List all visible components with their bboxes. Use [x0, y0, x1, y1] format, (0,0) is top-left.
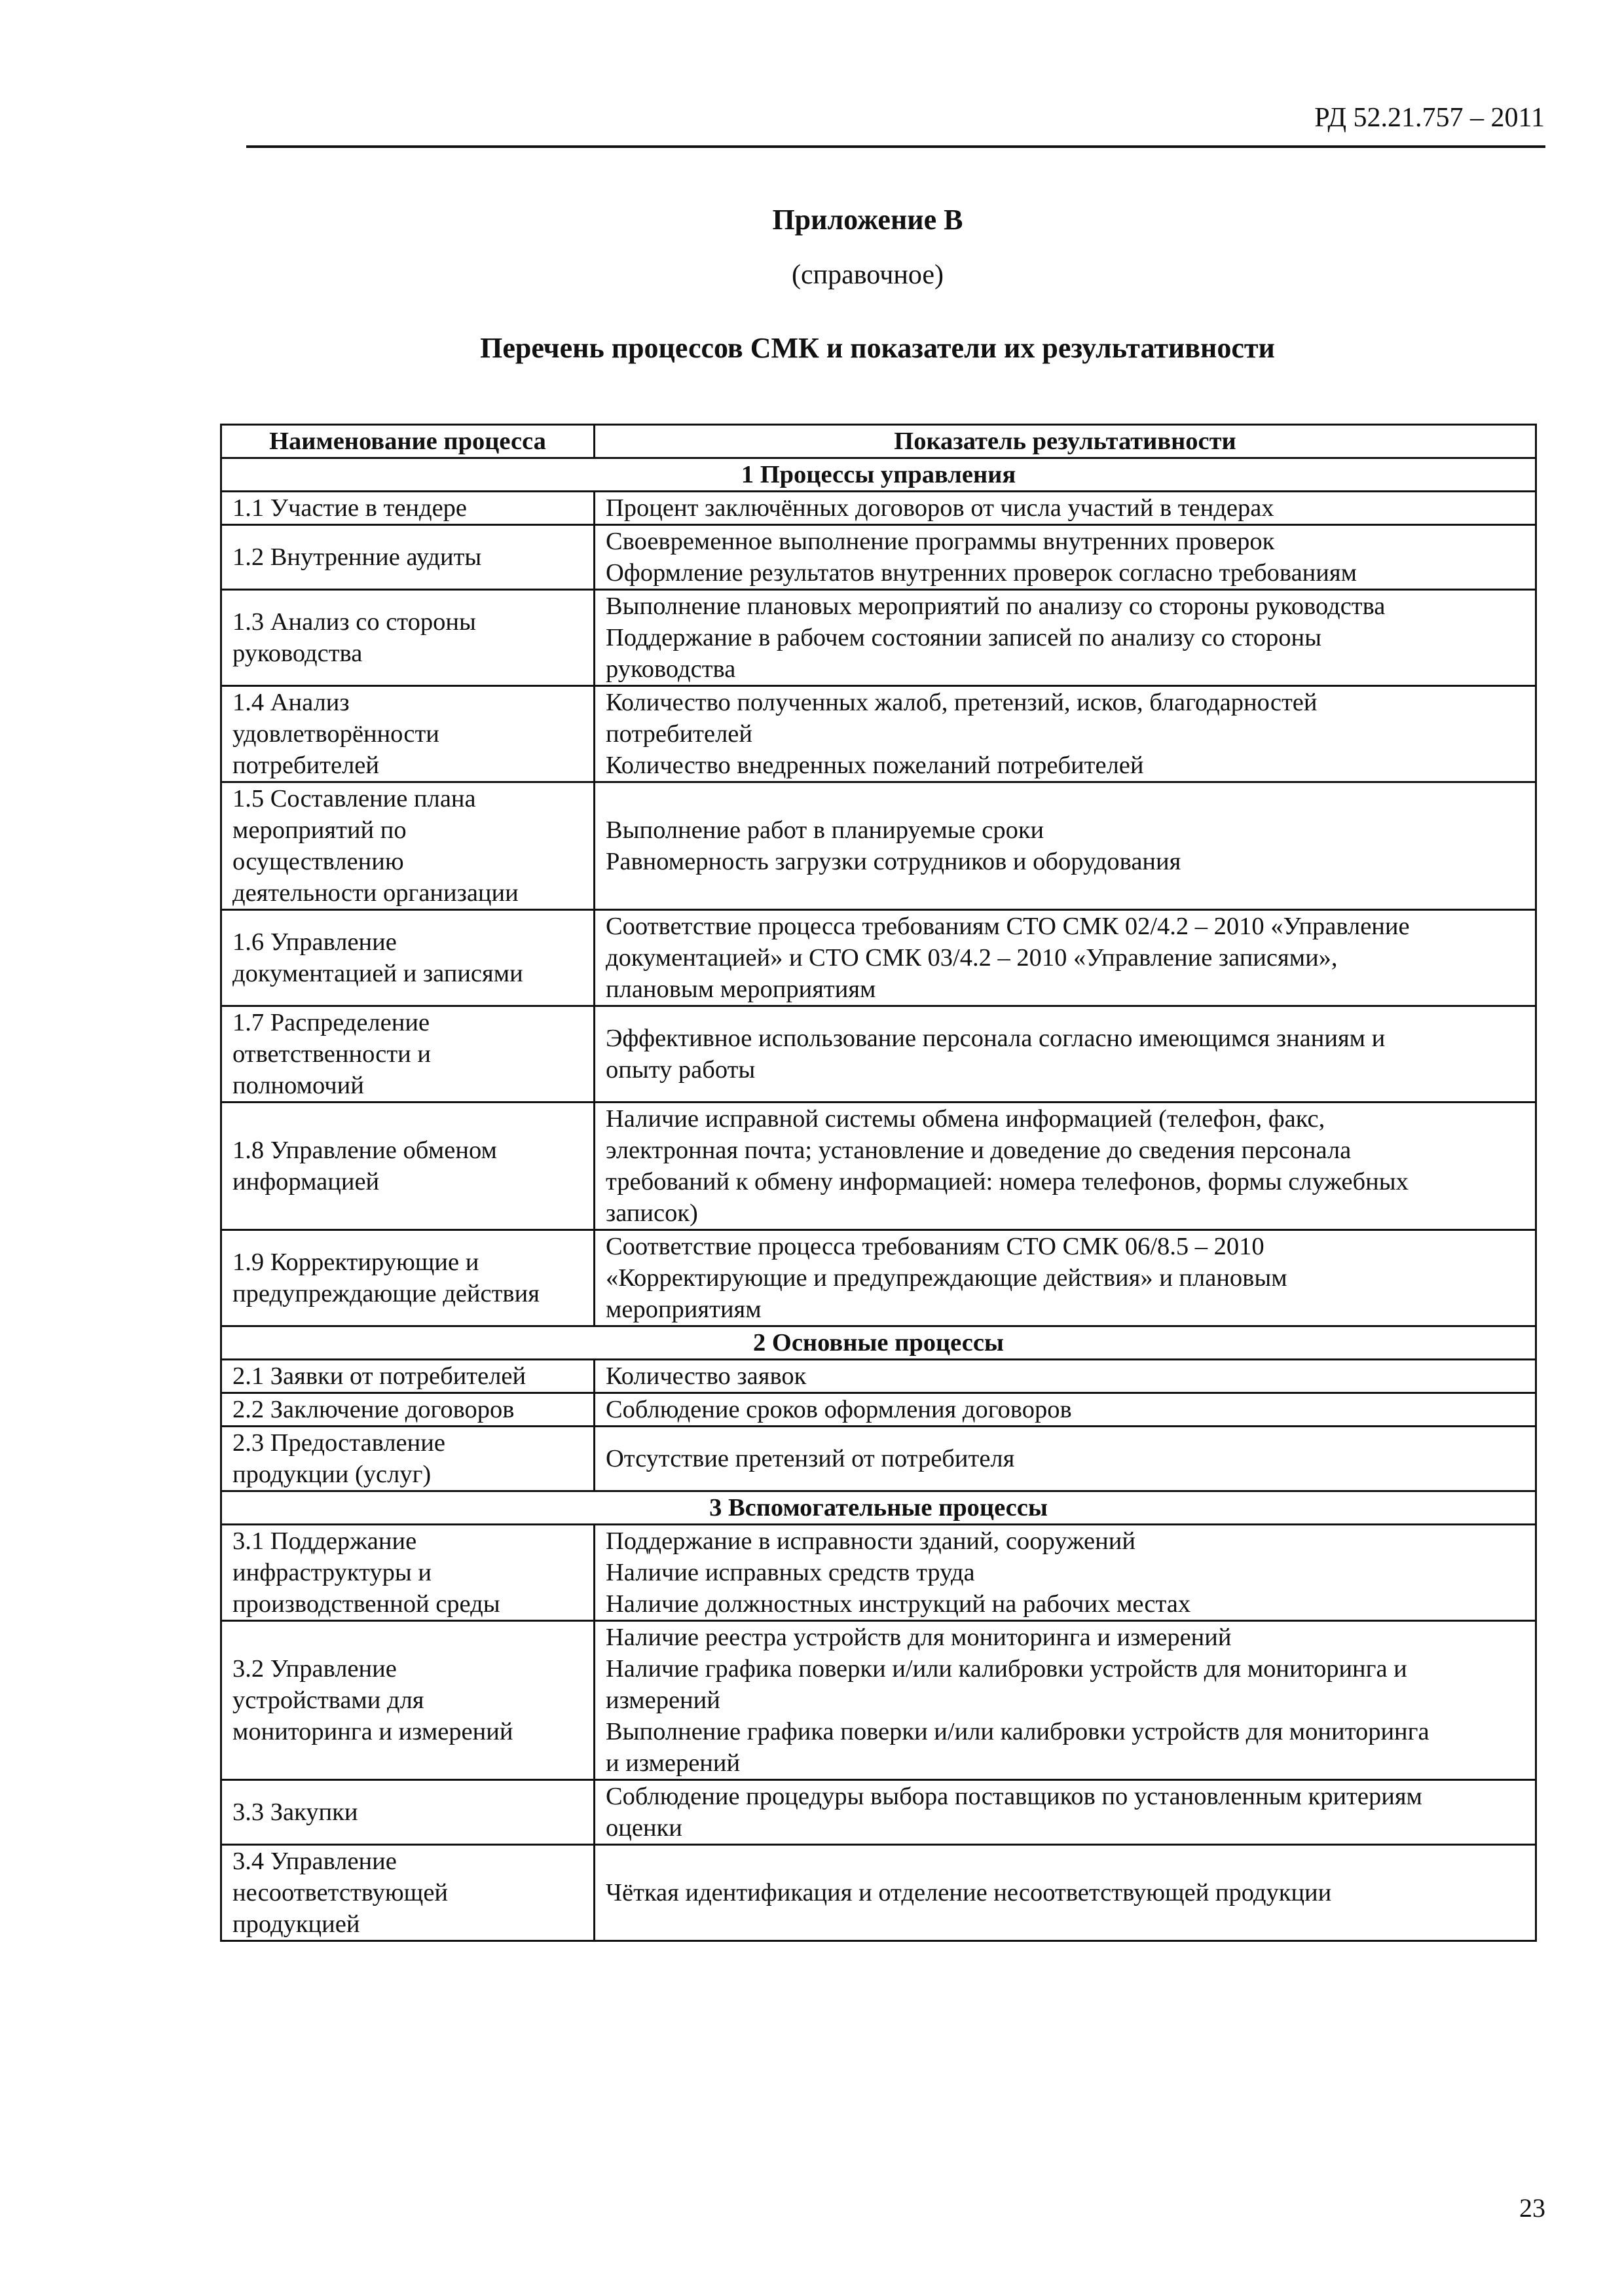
table-row — [221, 1006, 1536, 1102]
process-name-line: 3.3 Закупки — [232, 1798, 358, 1826]
process-name-cell — [221, 525, 595, 590]
process-name-line: мероприятий по — [232, 816, 407, 844]
process-name-cell — [221, 1360, 595, 1393]
table-header-row — [221, 425, 1536, 458]
indicator-cell — [595, 1621, 1536, 1780]
indicator-cell — [595, 1393, 1536, 1427]
process-name-line: документацией и записями — [232, 960, 523, 987]
process-name-cell — [221, 1102, 595, 1230]
process-name-line: 2.2 Заключение договоров — [232, 1396, 515, 1423]
indicator-line: Количество полученных жалоб, претензий, исков, благодарностей — [606, 689, 1318, 716]
section-row — [221, 1326, 1536, 1360]
indicator-line: Количество внедренных пожеланий потребителей — [606, 752, 1144, 779]
indicator-line: Отсутствие претензий от потребителя — [606, 1445, 1015, 1472]
indicator-cell — [595, 1525, 1536, 1621]
table-row — [221, 492, 1536, 525]
indicator-line: руководства — [606, 655, 736, 683]
process-name-line: 2.1 Заявки от потребителей — [232, 1362, 526, 1390]
indicator-cell — [595, 590, 1536, 686]
indicator-line: Наличие графика поверки и/или калибровки устройств для мониторинга и — [606, 1655, 1407, 1683]
indicator-line: Выполнение работ в планируемые сроки — [606, 816, 1044, 844]
indicator-line: Соответствие процесса требованиям СТО СМК 06/8.5 – 2010 — [606, 1233, 1264, 1260]
indicator-cell — [595, 1427, 1536, 1491]
process-name-line: 1.3 Анализ со стороны — [232, 608, 476, 636]
process-name-line: мониторинга и измерений — [232, 1718, 513, 1745]
indicator-line: Выполнение графика поверки и/или калибровки устройств для мониторинга — [606, 1718, 1430, 1745]
table-row — [221, 1427, 1536, 1491]
process-name-cell — [221, 1427, 595, 1491]
indicator-line: Соблюдение процедуры выбора поставщиков по установленным критериям — [606, 1783, 1422, 1810]
indicator-line: Наличие должностных инструкций на рабочих местах — [606, 1590, 1191, 1618]
section-title: 2 Основные процессы — [221, 1326, 1536, 1360]
indicator-cell — [595, 1006, 1536, 1102]
process-name-cell — [221, 1845, 595, 1941]
process-name-cell — [221, 590, 595, 686]
indicator-line: Наличие исправной системы обмена информацией (телефон, факс, — [606, 1105, 1325, 1133]
indicator-line: мероприятиям — [606, 1296, 762, 1323]
indicator-line: электронная почта; установление и доведение до сведения персонала — [606, 1137, 1352, 1164]
indicator-line: Выполнение плановых мероприятий по анализу со стороны руководства — [606, 592, 1386, 620]
process-name-line: 3.4 Управление — [232, 1848, 397, 1875]
process-name-line: 1.5 Составление плана — [232, 785, 476, 812]
table-row — [221, 1525, 1536, 1621]
indicator-line: плановым мероприятиям — [606, 975, 876, 1003]
column-header-process: Наименование процесса — [221, 425, 595, 458]
indicator-cell — [595, 686, 1536, 782]
indicator-line: Поддержание в исправности зданий, сооружений — [606, 1527, 1135, 1555]
indicator-cell — [595, 492, 1536, 525]
process-name-cell — [221, 1393, 595, 1427]
indicator-line: Своевременное выполнение программы внутренних проверок — [606, 528, 1275, 555]
process-name-line: потребителей — [232, 752, 379, 779]
table-row — [221, 1102, 1536, 1230]
process-name-line: несоответствующей — [232, 1879, 449, 1906]
indicator-line: Соблюдение сроков оформления договоров — [606, 1396, 1072, 1423]
indicator-cell — [595, 910, 1536, 1006]
indicator-line: опыту работы — [606, 1056, 756, 1084]
process-name-line: 1.6 Управление — [232, 928, 397, 956]
process-name-line: продукцией — [232, 1910, 360, 1938]
process-name-line: информацией — [232, 1168, 380, 1195]
indicator-line: Оформление результатов внутренних проверок согласно требованиям — [606, 559, 1357, 587]
indicator-line: Количество заявок — [606, 1362, 807, 1390]
indicator-line: записок) — [606, 1199, 698, 1227]
process-name-line: 1.2 Внутренние аудиты — [232, 543, 482, 571]
indicator-line: Эффективное использование персонала согласно имеющимся знаниям и — [606, 1025, 1386, 1052]
process-name-line: инфраструктуры и — [232, 1559, 432, 1586]
process-name-cell — [221, 1780, 595, 1845]
table-row — [221, 910, 1536, 1006]
process-name-line: 1.4 Анализ — [232, 689, 350, 716]
table-title: Перечень процессов СМК и показатели их результативности — [480, 332, 1275, 364]
indicator-line: оценки — [606, 1814, 682, 1842]
section-title: 1 Процессы управления — [221, 458, 1536, 492]
indicator-line: документацией» и СТО СМК 03/4.2 – 2010 «Управление записями», — [606, 944, 1338, 972]
process-name-cell — [221, 1230, 595, 1326]
document-code: РД 52.21.757 – 2011 — [1314, 103, 1545, 133]
indicator-cell — [595, 782, 1536, 910]
indicator-line: измерений — [606, 1686, 720, 1714]
indicator-line: требований к обмену информацией: номера телефонов, формы служебных — [606, 1168, 1409, 1195]
process-name-line: 2.3 Предоставление — [232, 1429, 445, 1457]
process-name-cell — [221, 686, 595, 782]
process-name-line: предупреждающие действия — [232, 1280, 540, 1307]
process-name-cell — [221, 910, 595, 1006]
table-row — [221, 1360, 1536, 1393]
indicator-cell — [595, 525, 1536, 590]
process-name-line: производственной среды — [232, 1590, 500, 1618]
page-number: 23 — [1519, 2193, 1545, 2223]
process-name-line: деятельности организации — [232, 879, 519, 907]
process-name-cell — [221, 492, 595, 525]
indicator-line: Процент заключённых договоров от числа участий в тендерах — [606, 494, 1274, 522]
indicator-line: Поддержание в рабочем состоянии записей по анализу со стороны — [606, 624, 1322, 651]
process-name-line: продукции (услуг) — [232, 1461, 432, 1488]
table-row — [221, 686, 1536, 782]
process-name-cell — [221, 1525, 595, 1621]
process-name-line: ответственности и — [232, 1040, 432, 1068]
indicator-cell — [595, 1780, 1536, 1845]
process-name-line: 1.7 Распределение — [232, 1009, 430, 1036]
column-header-indicator: Показатель результативности — [595, 425, 1536, 458]
section-title: 3 Вспомогательные процессы — [221, 1491, 1536, 1525]
process-name-line: осуществлению — [232, 848, 404, 875]
table-row — [221, 1780, 1536, 1845]
table-row — [221, 590, 1536, 686]
indicator-cell — [595, 1230, 1536, 1326]
indicator-cell — [595, 1360, 1536, 1393]
indicator-line: «Корректирующие и предупреждающие действия» и плановым — [606, 1264, 1287, 1292]
process-name-line: устройствами для — [232, 1686, 424, 1714]
process-name-cell — [221, 1621, 595, 1780]
table-row — [221, 782, 1536, 910]
process-name-line: 3.1 Поддержание — [232, 1527, 417, 1555]
indicator-line: и измерений — [606, 1749, 741, 1777]
indicator-line: Наличие реестра устройств для мониторинга и измерений — [606, 1624, 1232, 1651]
process-name-line: 1.1 Участие в тендере — [232, 494, 468, 522]
process-table — [220, 424, 1537, 1942]
indicator-line: Соответствие процесса требованиям СТО СМК 02/4.2 – 2010 «Управление — [606, 913, 1410, 940]
table-body — [221, 458, 1536, 1941]
header-rule — [246, 145, 1545, 148]
table-row — [221, 1845, 1536, 1941]
indicator-line: Равномерность загрузки сотрудников и оборудования — [606, 848, 1181, 875]
table-row — [221, 1621, 1536, 1780]
table-row — [221, 1230, 1536, 1326]
process-name-cell — [221, 1006, 595, 1102]
section-row — [221, 1491, 1536, 1525]
section-row — [221, 458, 1536, 492]
table-row — [221, 1393, 1536, 1427]
indicator-line: потребителей — [606, 720, 752, 748]
process-name-line: 1.8 Управление обменом — [232, 1137, 497, 1164]
process-name-line: руководства — [232, 640, 363, 667]
process-name-line: удовлетворённости — [232, 720, 439, 748]
indicator-line: Чёткая идентификация и отделение несоответствующей продукции — [606, 1879, 1332, 1906]
annex-title: Приложение В — [772, 204, 963, 236]
process-name-line: 3.2 Управление — [232, 1655, 397, 1683]
table-row — [221, 525, 1536, 590]
process-name-line: 1.9 Корректирующие и — [232, 1248, 479, 1276]
process-name-line: полномочий — [232, 1072, 364, 1099]
annex-type: (справочное) — [792, 260, 944, 290]
indicator-cell — [595, 1102, 1536, 1230]
process-name-cell — [221, 782, 595, 910]
indicator-cell — [595, 1845, 1536, 1941]
indicator-line: Наличие исправных средств труда — [606, 1559, 975, 1586]
